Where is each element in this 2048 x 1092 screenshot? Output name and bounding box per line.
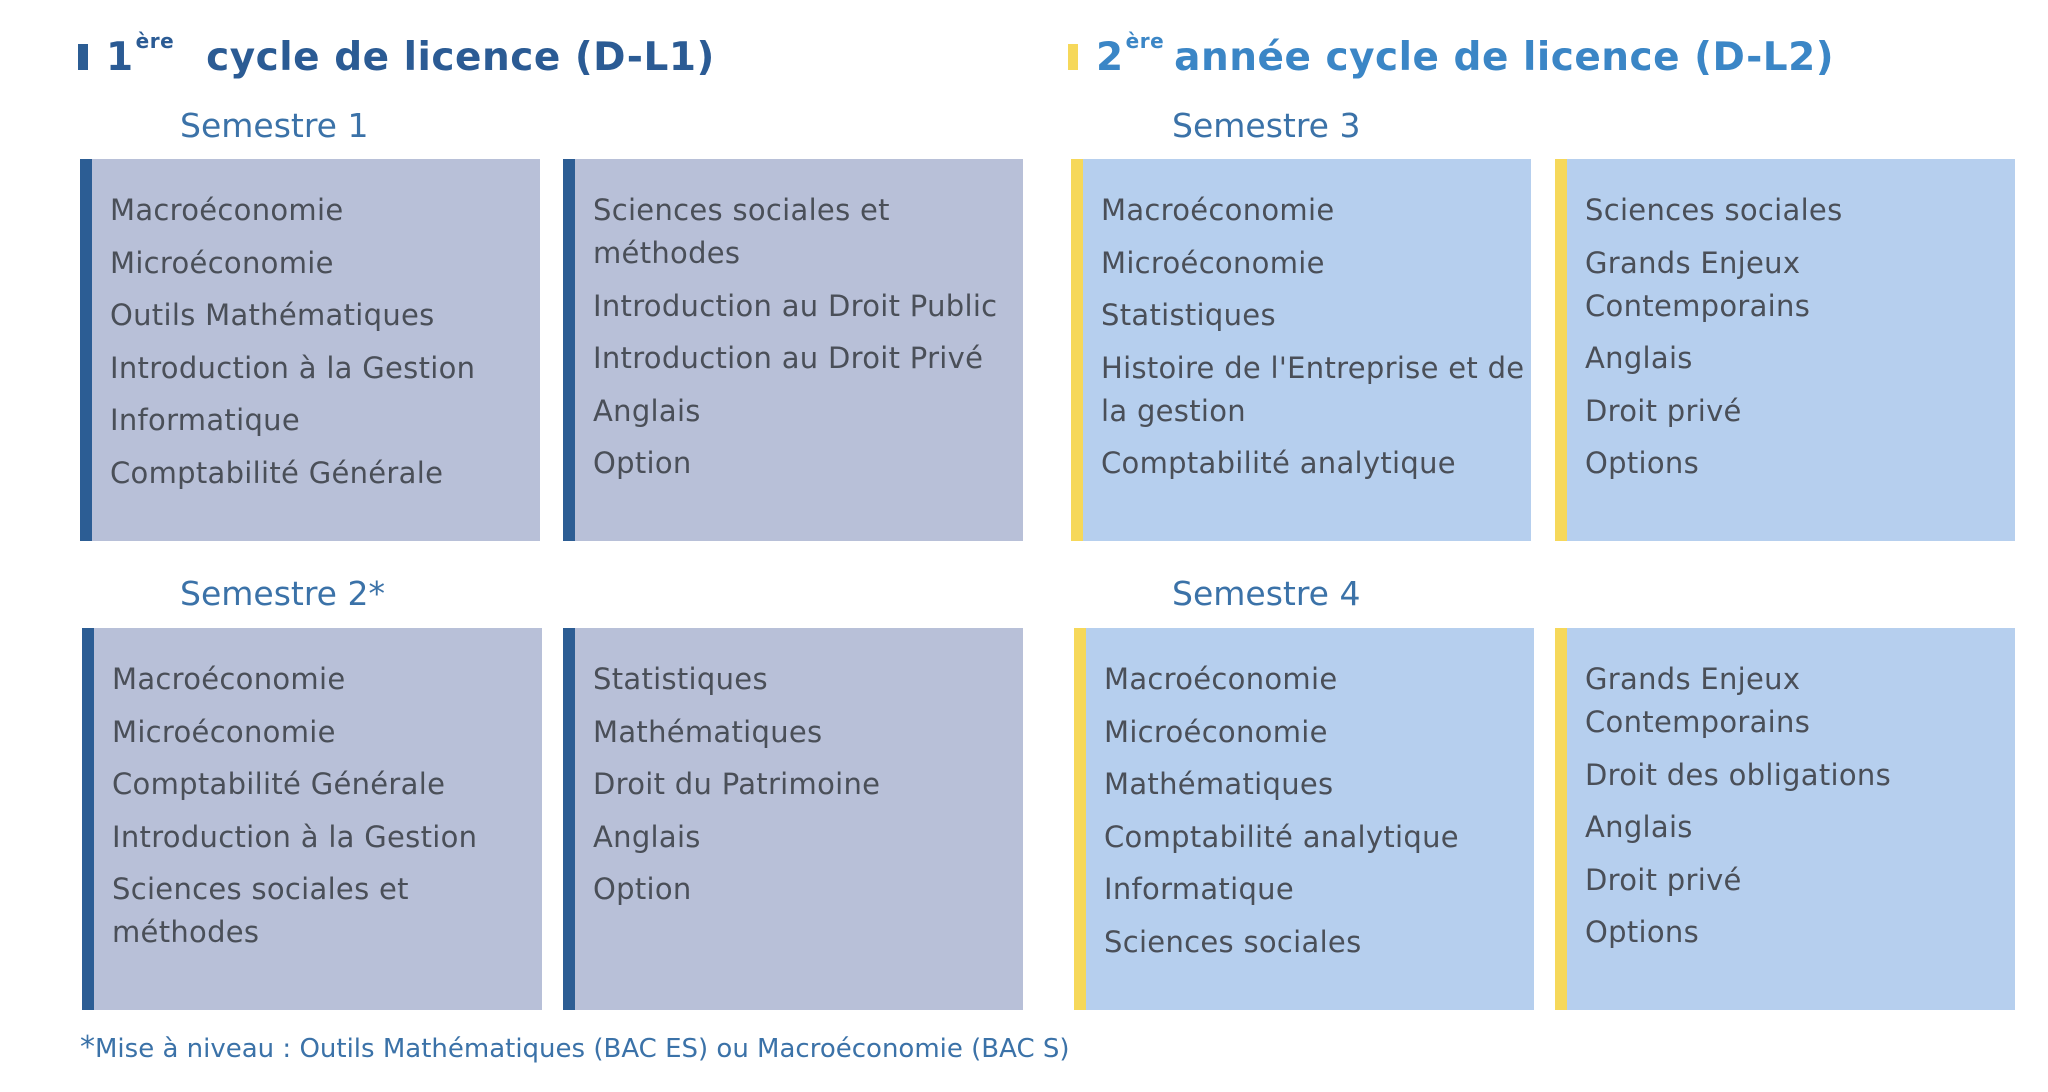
semester-2-right-box: [563, 628, 1023, 1010]
course-item: Droit privé: [1585, 393, 1742, 428]
course-item: Anglais: [1585, 341, 1693, 375]
course-item: Options: [1585, 446, 1699, 480]
l2-heading-text: année cycle de licence (D-L2): [1174, 34, 1835, 80]
course-item: Grands Enjeux Contemporains: [1585, 662, 1811, 739]
course-item: Droit privé: [1585, 862, 1742, 897]
semester-2-left-box: [82, 628, 542, 1010]
l1-heading-text: cycle de licence (D-L1): [206, 34, 715, 80]
course-item: Droit du Patrimoine: [593, 767, 881, 801]
course-item: Introduction au Droit Public: [593, 288, 998, 323]
course-item: Microéconomie: [110, 245, 334, 280]
semester-4-right-box: [1555, 628, 2015, 1010]
course-item: Microéconomie: [1101, 245, 1325, 280]
course-item: Anglais: [1585, 810, 1693, 844]
course-item: Sciences sociales: [1104, 924, 1362, 959]
course-item: Sciences sociales: [1585, 193, 1843, 227]
footnote-asterisk: *: [80, 1030, 95, 1065]
l1-heading-number: 1: [106, 34, 134, 80]
semester-1-label: Semestre 1: [180, 106, 369, 145]
course-item: Statistiques: [1101, 298, 1276, 332]
l1-heading: [78, 29, 715, 82]
course-item: Comptabilité analytique: [1104, 819, 1459, 854]
course-item: Option: [593, 446, 692, 480]
semester-4-left-box: [1074, 628, 1534, 1010]
semester-1-left-box: [80, 159, 540, 541]
l2-heading: [1068, 29, 1835, 82]
course-item: Macroéconomie: [1104, 662, 1338, 696]
course-item: Macroéconomie: [110, 193, 344, 227]
course-item: Introduction à la Gestion: [112, 819, 478, 854]
course-item: Introduction à la Gestion: [110, 350, 476, 385]
course-item: Informatique: [110, 403, 300, 437]
l2-heading-number: 2: [1096, 34, 1124, 80]
course-item: Statistiques: [593, 662, 768, 696]
course-item: Outils Mathématiques: [110, 298, 435, 332]
course-item: Informatique: [1104, 872, 1294, 906]
course-item: Microéconomie: [112, 714, 336, 749]
course-item: Microéconomie: [1104, 714, 1328, 749]
course-item: Anglais: [593, 393, 701, 428]
footnote-text: Mise à niveau : Outils Mathématiques (BAC ES) ou Macroéconomie (BAC S): [95, 1034, 1070, 1064]
course-item: Mathématiques: [593, 714, 823, 749]
footnote: [80, 1030, 1070, 1065]
course-item: Comptabilité Générale: [112, 767, 446, 801]
semester-3-label: Semestre 3: [1172, 106, 1361, 145]
course-item: Options: [1585, 915, 1699, 949]
course-item: Sciences sociales et méthodes: [112, 872, 409, 949]
l2-heading-marker: [1068, 44, 1078, 70]
course-item: Comptabilité Générale: [110, 455, 444, 490]
course-item: Macroéconomie: [1101, 193, 1335, 227]
l2-heading-superscript: ère: [1125, 29, 1165, 53]
course-item: Droit des obligations: [1585, 757, 1891, 792]
course-item: Mathématiques: [1104, 767, 1334, 801]
course-item: Introduction au Droit Privé: [593, 341, 984, 375]
course-item: Comptabilité analytique: [1101, 446, 1456, 480]
course-item: Anglais: [593, 819, 701, 854]
course-item: Sciences sociales et méthodes: [593, 193, 890, 270]
course-item: Macroéconomie: [112, 662, 346, 696]
semester-4-label: Semestre 4: [1172, 574, 1361, 613]
course-item: Grands Enjeux Contemporains: [1585, 245, 1811, 323]
semester-2-label: Semestre 2*: [180, 574, 385, 613]
l1-heading-marker: [78, 44, 88, 70]
l1-heading-superscript: ère: [135, 29, 175, 53]
course-item: Histoire de l'Entreprise et de la gestion: [1101, 350, 1525, 428]
course-item: Option: [593, 872, 692, 906]
semester-3-left-box: [1071, 159, 1531, 541]
semester-3-right-box: [1555, 159, 2015, 541]
semester-1-right-box: [563, 159, 1023, 541]
